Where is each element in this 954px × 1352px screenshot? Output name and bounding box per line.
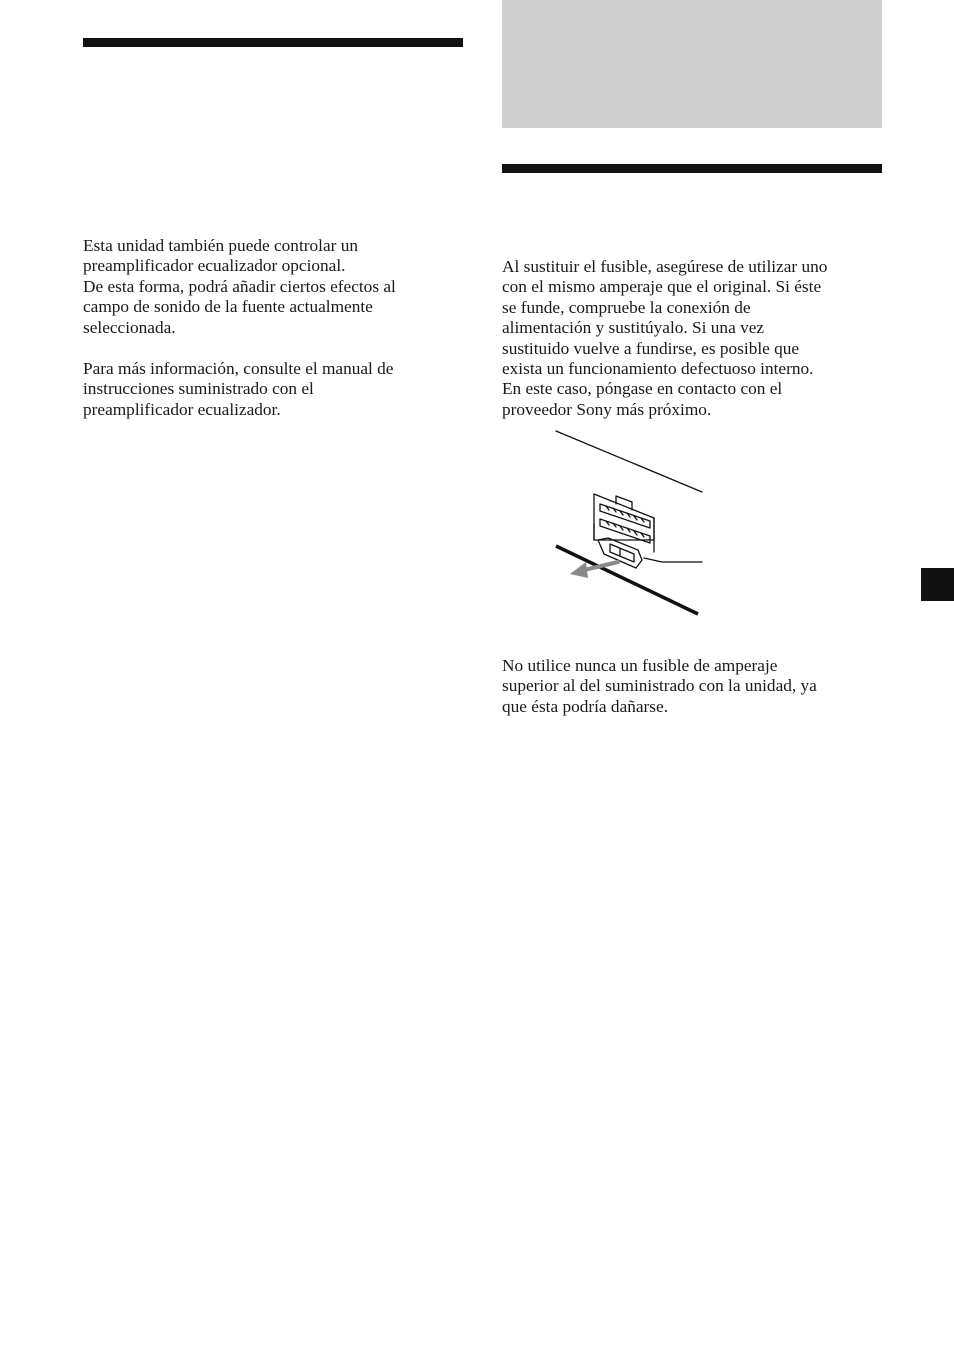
fuse-holder-housing [594,494,654,540]
fuse-replacement-paragraph: Al sustituir el fusible, asegúrese de utilizar uno con el mismo amperaje que el original. Si éste se funde, compruebe la conexión de alimentación y sustitúyalo. Si una vez sustituido vuelve a fundirse, es posible que exista un funcionamiento defectuoso interno. En este caso, póngase en contacto con el proveedor Sony más próximo. [502,257,828,419]
unit-top-edge [556,431,702,492]
equalizer-info-paragraph: Para más información, consulte el manual de instrucciones suministrado con el preamplificador ecualizador. [83,359,394,419]
equalizer-paragraph: Esta unidad también puede controlar un preamplificador ecualizador opcional. De esta forma, podrá añadir ciertos efectos al campo de sonido de la fuente actualmente seleccionada. [83,236,396,337]
page-edge-tab [921,568,954,601]
section-rule-left [83,38,463,47]
fuse-leader-line [644,558,702,562]
unit-base-edge [556,546,698,614]
section-header-box [502,0,882,128]
fuse-diagram [550,428,710,618]
fuse-warning-paragraph: No utilice nunca un fusible de amperaje superior al del suministrado con la unidad, ya que ésta podría dañarse. [502,656,817,716]
section-rule-right [502,164,882,173]
